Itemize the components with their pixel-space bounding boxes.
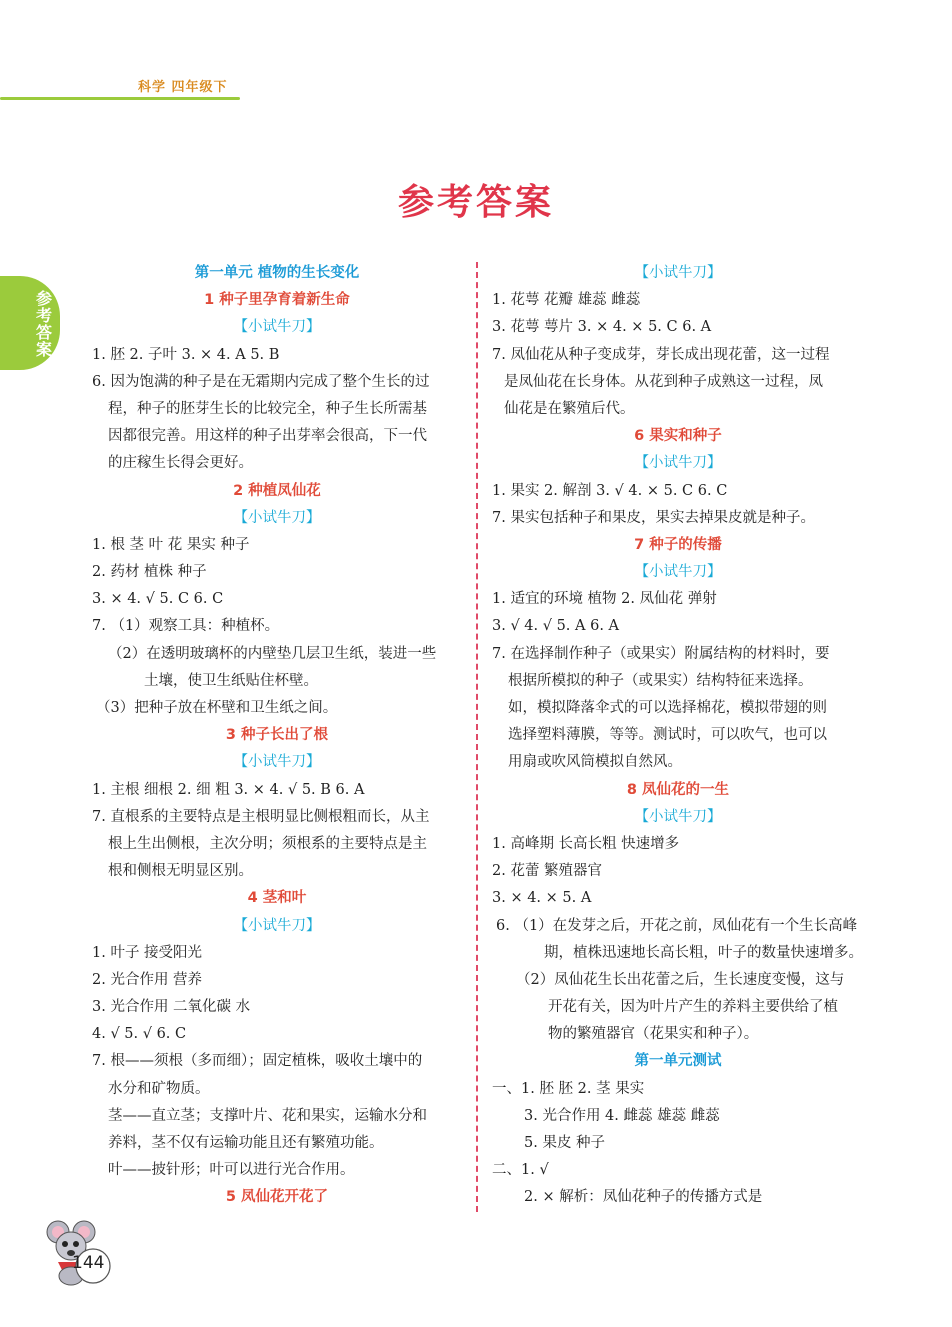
exercise-tag: 【小试牛刀】: [634, 455, 722, 472]
answer-line: 3. × 4. √ 5. C 6. C: [92, 591, 224, 608]
answer-line: 养料，茎不仅有运输功能且还有繁殖功能。: [108, 1135, 384, 1151]
answer-line: 物的繁殖器官（花果实和种子）。: [548, 1026, 759, 1043]
answer-line: 是凤仙花在长身体。从花到种子成熟这一过程，凤: [504, 373, 823, 390]
answer-line: 7. 在选择制作种子（或果实）附属结构的材料时，要: [492, 645, 830, 662]
answer-line: 1. 根 茎 叶 花 果实 种子: [92, 536, 250, 553]
answer-line: 7. 凤仙花从种子变成芽，芽长成出现花蕾，这一过程: [492, 346, 830, 363]
answer-line: 的庄稼生长得会更好。: [108, 455, 253, 472]
page-number: 144: [72, 1253, 105, 1273]
header-text: 科学 四年级下: [138, 80, 228, 95]
answer-line: （2）在透明玻璃杯的内壁垫几层卫生纸，装进一些: [108, 645, 437, 662]
answer-line: 7. 直根系的主要特点是主根明显比侧根粗而长，从主: [92, 808, 430, 825]
answer-line: 叶——披针形；叶可以进行光合作用。: [108, 1162, 355, 1179]
answer-line: 一、1. 胚 胚 2. 茎 果实: [492, 1080, 645, 1097]
answer-line: 3. 光合作用 4. 雌蕊 雄蕊 雌蕊: [524, 1107, 720, 1124]
running-header: [0, 66, 260, 106]
answer-line: 7. 果实包括种子和果皮，果实去掉果皮就是种子。: [492, 509, 815, 526]
header-rule: [0, 97, 240, 100]
answer-line: 5. 果皮 种子: [524, 1135, 606, 1151]
answer-line: 选择塑料薄膜，等等。测试时，可以吹气，也可以: [508, 727, 827, 744]
unit-heading: 第一单元 植物的生长变化: [194, 265, 360, 281]
answer-line: 因都很完善。用这样的种子出芽率会很高，下一代: [108, 428, 427, 445]
right-column: [492, 260, 864, 1212]
unit-heading: 第一单元测试: [634, 1053, 722, 1070]
answer-line: 1. 叶子 接受阳光: [92, 944, 203, 961]
answer-line: 2. 光合作用 营养: [92, 971, 203, 988]
answer-line: 4. √ 5. √ 6. C: [92, 1026, 187, 1043]
answer-line: 水分和矿物质。: [108, 1080, 210, 1097]
answer-line: 根上生出侧根，主次分明；须根系的主要特点是主: [108, 835, 427, 852]
answer-line: 程，种子的胚芽生长的比较完全，种子生长所需基: [108, 400, 427, 417]
answer-line: 3. × 4. × 5. A: [492, 890, 592, 907]
answer-line: 根和侧根无明显区别。: [108, 863, 253, 880]
answer-line: 根据所模拟的种子（或果实）结构特征来选择。: [508, 672, 813, 689]
answer-line: 6. 因为饱满的种子是在无霜期内完成了整个生长的过: [92, 373, 430, 390]
answer-line: （2）凤仙花生长出花蕾之后，生长速度变慢，这与: [516, 971, 845, 988]
left-column: [92, 260, 462, 1212]
answer-line: 1. 花萼 花瓣 雄蕊 雌蕊: [492, 292, 641, 309]
answer-line: 1. 主根 细根 2. 细 粗 3. × 4. √ 5. B 6. A: [92, 781, 365, 798]
answer-line: 1. 胚 2. 子叶 3. × 4. A 5. B: [92, 346, 280, 363]
page-title: 参考答案: [397, 181, 554, 223]
answer-line: （3）把种子放在杯壁和卫生纸之间。: [96, 700, 338, 716]
answer-line: 3. 光合作用 二氧化碳 水: [92, 999, 251, 1016]
section-heading: 7 种子的传播: [634, 536, 722, 553]
exercise-tag: 【小试牛刀】: [233, 754, 321, 771]
answer-line: 1. 高峰期 长高长粗 快速增多: [492, 835, 680, 852]
exercise-tag: 【小试牛刀】: [634, 564, 722, 581]
answer-line: 用扇或吹风筒模拟自然风。: [508, 754, 682, 771]
exercise-tag: 【小试牛刀】: [233, 509, 321, 526]
answer-line: 2. 药材 植株 种子: [92, 564, 207, 581]
answer-line: 期，植株迅速地长高长粗，叶子的数量快速增多。: [544, 944, 863, 961]
exercise-tag: 【小试牛刀】: [233, 319, 321, 336]
answer-line: 2. 花蕾 繁殖器官: [492, 863, 603, 880]
answer-line: 1. 果实 2. 解剖 3. √ 4. × 5. C 6. C: [492, 482, 728, 499]
exercise-tag: 【小试牛刀】: [634, 265, 722, 281]
answer-line: 7. （1）观察工具：种植杯。: [92, 618, 280, 635]
section-heading: 8 凤仙花的一生: [626, 781, 730, 798]
section-heading: 5 凤仙花开花了: [225, 1189, 329, 1206]
answer-line: 6. （1）在发芽之后，开花之前，凤仙花有一个生长高峰: [496, 917, 858, 934]
exercise-tag: 【小试牛刀】: [634, 808, 722, 825]
section-heading: 4 茎和叶: [247, 890, 307, 907]
answer-line: 茎——直立茎；支撑叶片、花和果实，运输水分和: [108, 1107, 427, 1124]
section-heading: 2 种植凤仙花: [233, 482, 321, 499]
answer-line: 仙花是在繁殖后代。: [504, 400, 635, 417]
section-heading: 6 果实和种子: [634, 428, 722, 445]
answer-line: 二、1. √: [492, 1162, 549, 1179]
section-heading: 3 种子长出了根: [225, 727, 329, 744]
answer-line: 开花有关，因为叶片产生的养料主要供给了植: [548, 999, 838, 1016]
answer-line: 7. 根——须根（多而细）；固定植株，吸收土壤中的: [92, 1053, 423, 1070]
side-tab-label: 参考答案: [35, 289, 52, 359]
answer-line: 1. 适宜的环境 植物 2. 凤仙花 弹射: [492, 591, 717, 608]
side-tab: [0, 276, 60, 370]
answer-line: 2. × 解析：凤仙花种子的传播方式是: [524, 1189, 763, 1206]
answer-line: 如，模拟降落伞式的可以选择棉花，模拟带翅的则: [508, 700, 827, 716]
answer-line: 土壤，使卫生纸贴住杯壁。: [144, 672, 318, 689]
exercise-tag: 【小试牛刀】: [233, 917, 321, 934]
section-heading: 1 种子里孕育着新生命: [204, 292, 350, 309]
answer-line: 3. √ 4. √ 5. A 6. A: [492, 618, 620, 635]
answer-line: 3. 花萼 萼片 3. × 4. × 5. C 6. A: [492, 319, 712, 336]
column-divider: [476, 262, 478, 1212]
